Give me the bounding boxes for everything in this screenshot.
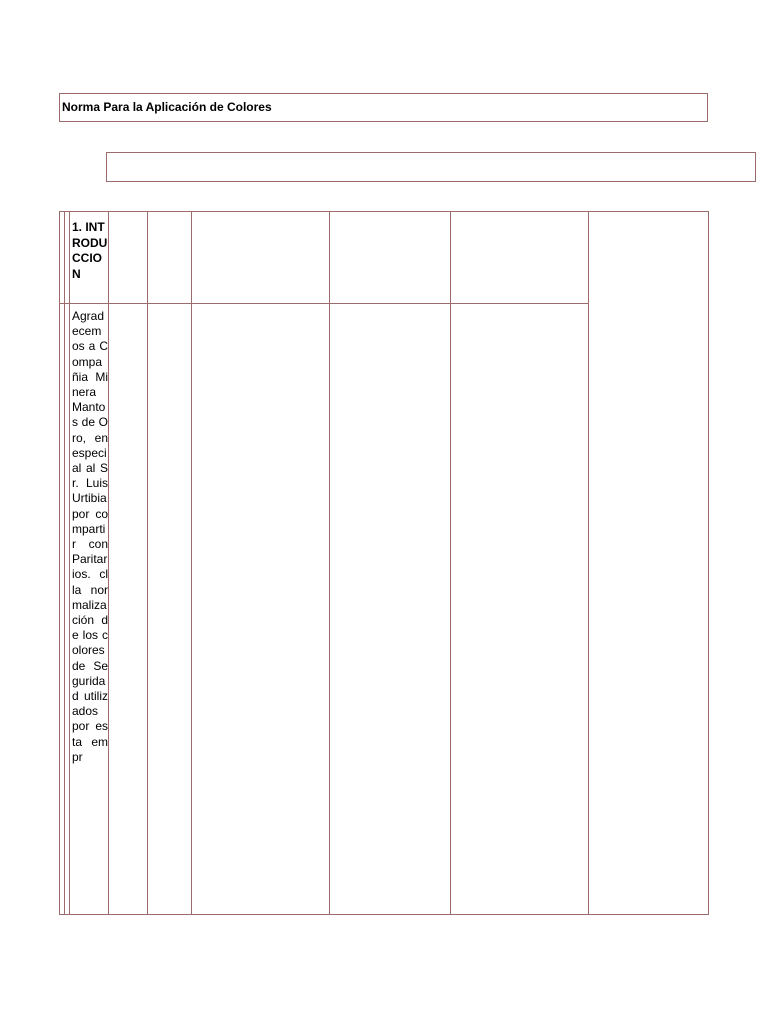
section-body-text: Agradecemos a Compañia Minera Mantos de Oro, en especial al Sr. Luis Urtibia por compartir con Paritarios. cl la normalización de los colores de Seguridad utilizados por esta empr — [72, 309, 108, 764]
section-heading: 1. INTRODUCCION — [72, 220, 108, 281]
column-divider — [147, 212, 148, 914]
content-table — [59, 211, 709, 915]
document-title: Norma Para la Aplicación de Colores — [62, 100, 272, 114]
column-divider — [64, 212, 65, 914]
column-divider — [69, 212, 70, 914]
row-divider — [60, 303, 588, 304]
column-divider — [108, 212, 109, 914]
column-divider — [450, 212, 451, 914]
column-divider — [191, 212, 192, 914]
title-box — [59, 93, 708, 122]
empty-text-box — [106, 152, 756, 182]
column-divider — [588, 212, 589, 914]
column-divider — [329, 212, 330, 914]
